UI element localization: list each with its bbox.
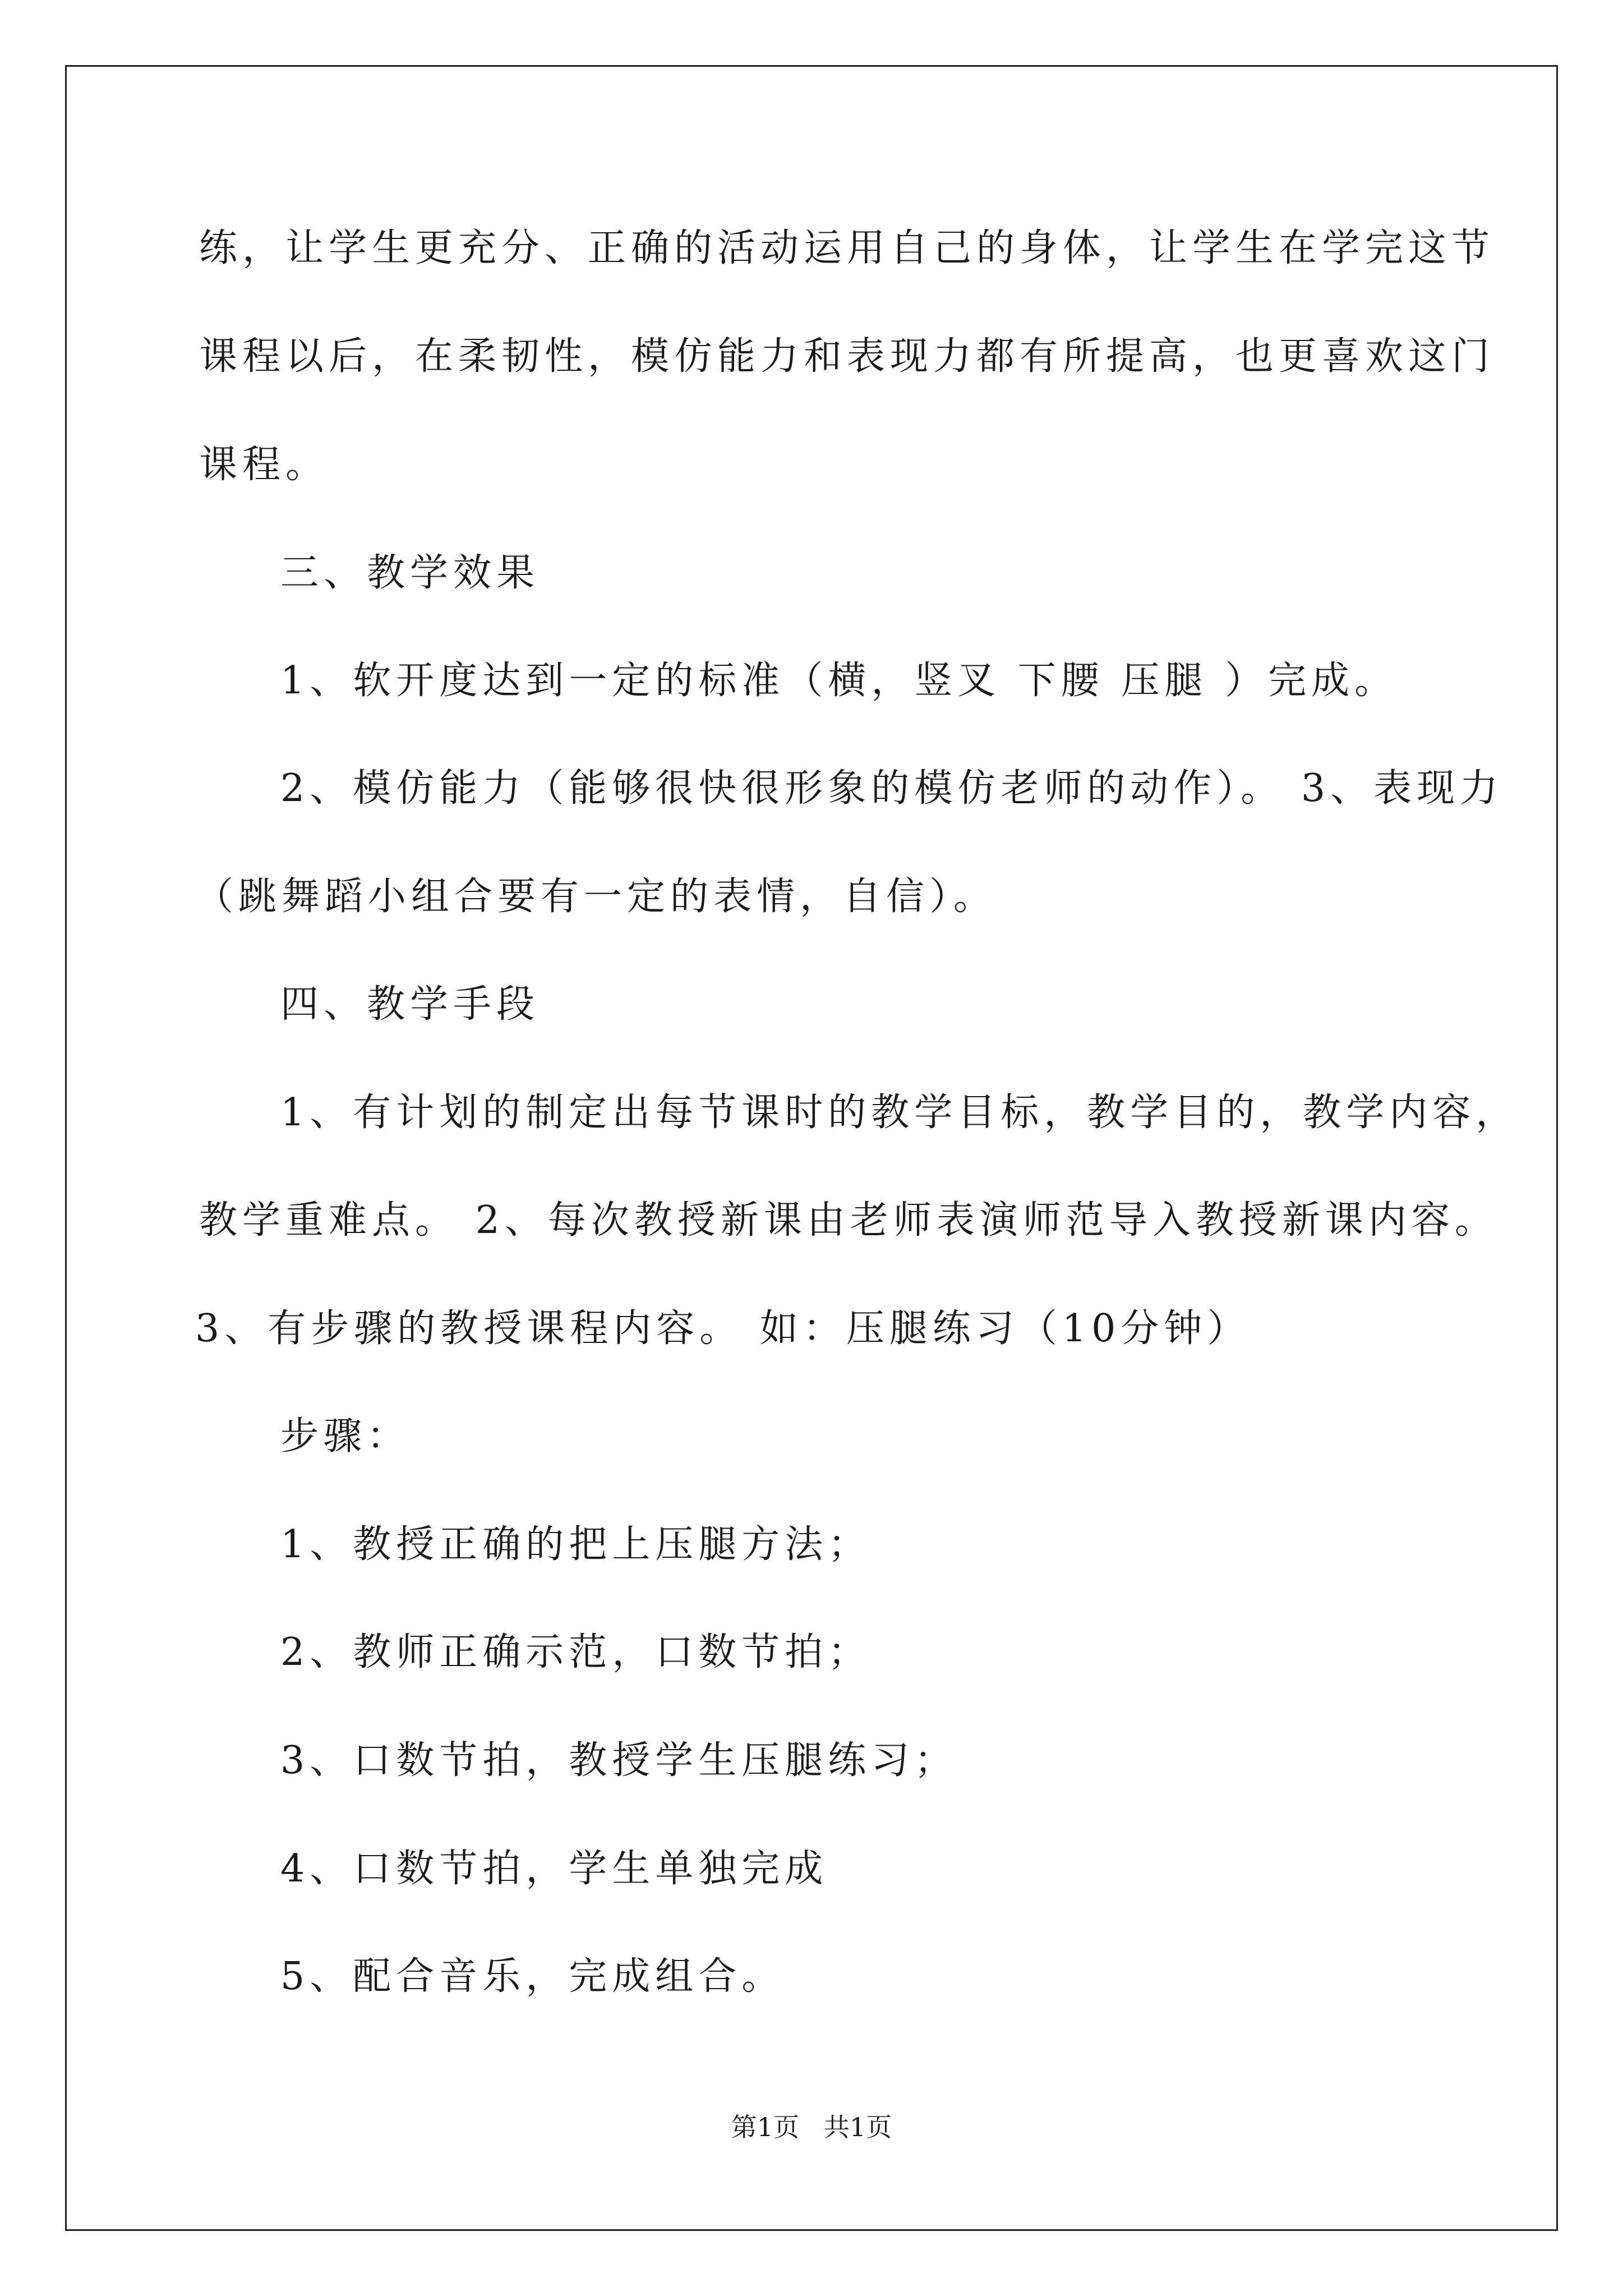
step-item-1: 1、教授正确的把上压腿方法； (280, 1522, 872, 1567)
body-text-line-11: 3、有步骤的教授课程内容。 如：压腿练习（10分钟） (195, 1306, 1251, 1351)
body-text-line-6: 2、模仿能力（能够很快很形象的模仿老师的动作）。 3、表现力 (280, 766, 1504, 811)
step-item-5: 5、配合音乐，完成组合。 (280, 1954, 785, 1999)
body-text-line-2: 课程以后，在柔韧性，模仿能力和表现力都有所提高，也更喜欢这门 (199, 334, 1495, 379)
section-heading-teaching-methods: 四、教学手段 (280, 982, 540, 1027)
page-border (65, 65, 1558, 2231)
step-item-4: 4、口数节拍，学生单独完成 (280, 1847, 828, 1891)
body-text-line-5: 1、软开度达到一定的标准（横，竖叉 下腰 压腿 ）完成。 (280, 659, 1398, 703)
section-heading-teaching-effect: 三、教学效果 (280, 551, 540, 595)
steps-heading: 步骤： (280, 1414, 411, 1458)
body-text-line-3: 课程。 (199, 443, 329, 487)
body-text-line-1: 练，让学生更充分、正确的活动运用自己的身体，让学生在学完这节 (199, 226, 1495, 270)
body-text-line-9: 1、有计划的制定出每节课时的教学目标，教学目的，教学内容， (280, 1091, 1519, 1135)
page-footer: 第1页 共1页 (731, 2112, 892, 2142)
body-text-line-10: 教学重难点。 2、每次教授新课由老师表演师范导入教授新课内容。 (199, 1198, 1498, 1243)
step-item-3: 3、口数节拍，教授学生压腿练习； (280, 1738, 958, 1783)
body-text-line-7: （跳舞蹈小组合要有一定的表情，自信）。 (195, 875, 997, 919)
step-item-2: 2、教师正确示范，口数节拍； (280, 1630, 872, 1674)
